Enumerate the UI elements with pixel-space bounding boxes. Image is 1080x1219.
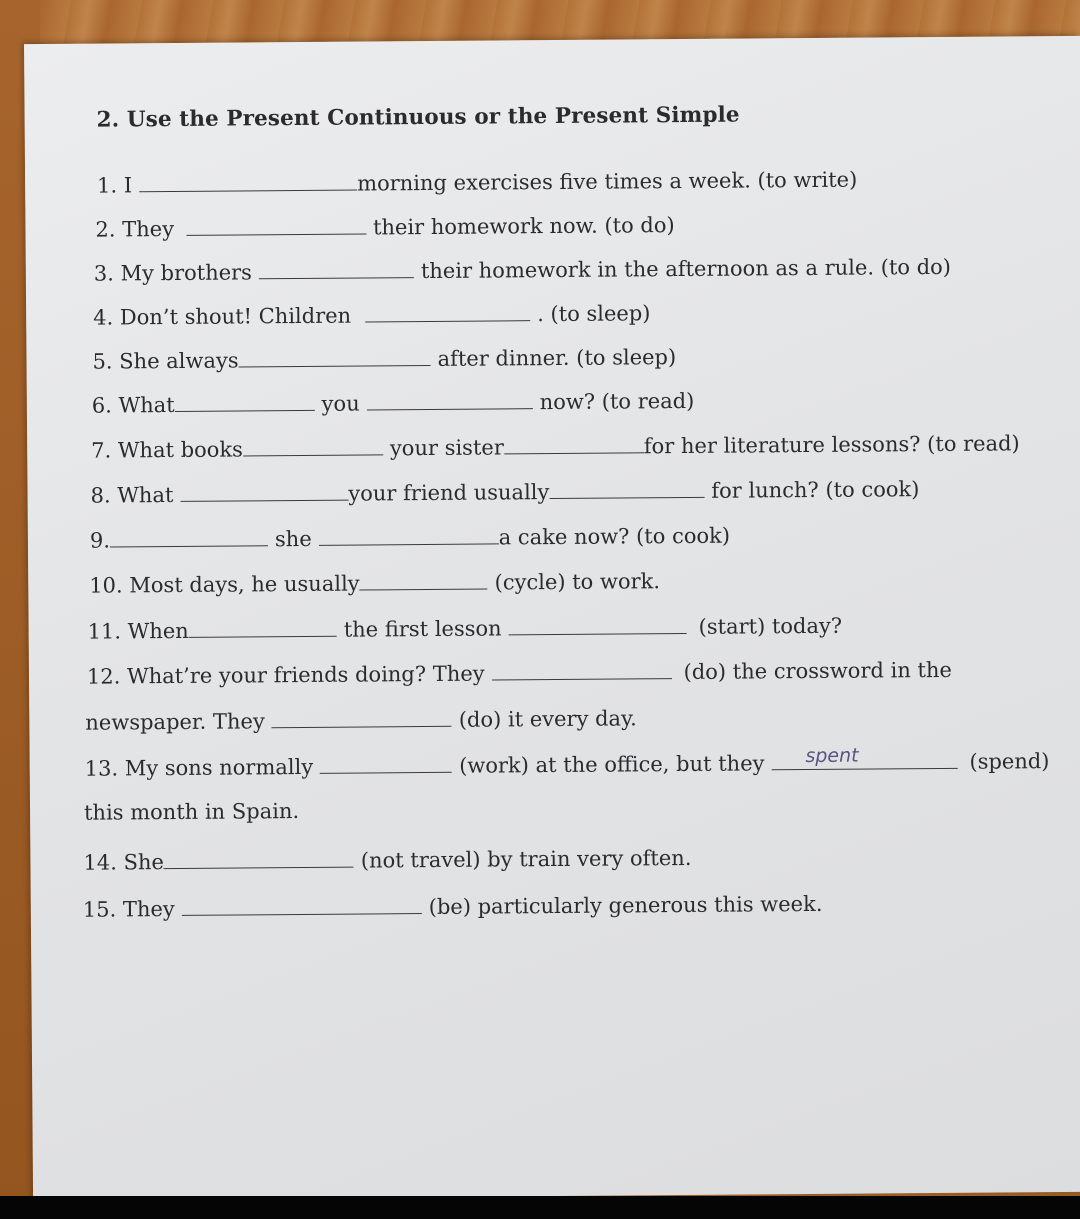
answer-blank[interactable] [549, 477, 704, 499]
answer-blank[interactable] [110, 525, 268, 547]
answer-blank[interactable] [259, 257, 414, 279]
line-text: 3. My brothers [93, 260, 253, 286]
answer-blank[interactable] [164, 847, 354, 869]
line-text: this month in Spain. [83, 799, 300, 825]
worksheet-paper [24, 36, 1080, 1200]
answer-blank[interactable] [186, 213, 366, 235]
exercise-line-13 [84, 744, 1050, 781]
exercise-line-13-continued [84, 799, 299, 825]
line-text: for her literature lessons? (to read) [643, 431, 1020, 459]
line-text: 12. What’re your friends doing? They [86, 661, 485, 689]
line-text: 2. They [95, 216, 175, 242]
answer-blank[interactable] [504, 432, 644, 454]
line-text: the first lesson [343, 616, 502, 642]
exercise-line-4 [93, 299, 650, 329]
answer-blank[interactable] [320, 752, 452, 774]
line-text: for lunch? (to cook) [711, 477, 920, 503]
line-text: 5. She always [92, 348, 239, 374]
line-text: 1. I [97, 173, 133, 198]
line-text: (spend) [969, 749, 1050, 774]
line-text: now? (to read) [539, 388, 695, 415]
line-text: after dinner. (to sleep) [437, 345, 677, 371]
line-text: 13. My sons normally [84, 754, 314, 781]
exercise-line-8 [90, 475, 919, 508]
line-text: 10. Most days, he usually [89, 571, 360, 598]
answer-blank[interactable] [243, 434, 383, 456]
line-text: your friend usually [348, 480, 550, 506]
answer-blank[interactable] [509, 613, 687, 635]
line-text: your sister [389, 435, 504, 461]
exercise-line-12-continued [85, 704, 637, 734]
line-text: newspaper. They [85, 709, 265, 735]
screen-bottom-bar [0, 1196, 1080, 1219]
line-text: 15. They [82, 896, 175, 922]
line-text: a cake now? (to cook) [498, 523, 731, 550]
exercise-title: 2. Use the Present Continuous or the Present Simple [96, 102, 740, 133]
answer-blank[interactable] [367, 388, 533, 410]
exercise-line-14 [83, 844, 691, 875]
line-text: you [321, 391, 360, 416]
answer-blank-filled[interactable] [771, 744, 957, 770]
exercise-line-15 [83, 890, 823, 922]
line-text: 14. She [83, 850, 164, 875]
answer-blank[interactable] [319, 523, 499, 545]
exercise-line-2 [95, 211, 674, 242]
line-text: (be) particularly generous this week. [428, 891, 823, 919]
line-text: their homework now. (to do) [372, 213, 675, 240]
exercise-line-6 [92, 387, 695, 418]
line-text: 9. [89, 528, 111, 553]
answer-blank[interactable] [180, 480, 348, 502]
line-text: 4. Don’t shout! Children [93, 303, 352, 330]
line-text: (cycle) to work. [494, 569, 661, 595]
handwritten-answer: spent [805, 744, 859, 768]
line-text: 8. What [90, 482, 174, 508]
line-text: morning exercises five times a week. (to write) [357, 167, 858, 196]
line-text: (not travel) by train very often. [360, 845, 692, 873]
exercise-line-11 [88, 612, 843, 644]
answer-blank[interactable] [182, 893, 422, 916]
answer-blank[interactable] [359, 569, 487, 591]
line-text: . (to sleep) [537, 301, 651, 327]
exercise-line-1 [97, 166, 857, 198]
answer-blank[interactable] [239, 345, 431, 368]
line-text: 11. When [87, 618, 189, 644]
answer-blank[interactable] [272, 706, 452, 728]
answer-blank[interactable] [365, 300, 530, 322]
answer-blank[interactable] [491, 658, 671, 680]
line-text: (do) the crossword in the [683, 657, 952, 684]
exercise-line-10 [89, 567, 660, 597]
exercise-line-5 [92, 343, 676, 374]
line-text: (work) at the office, but they [459, 751, 765, 778]
line-text: 7. What books [91, 437, 243, 463]
line-text: their homework in the afternoon as a rule. (to do) [420, 254, 952, 284]
line-text: (do) it every day. [458, 706, 637, 732]
exercise-line-12 [87, 656, 952, 689]
answer-blank[interactable] [175, 390, 315, 412]
exercise-line-9 [90, 522, 730, 553]
answer-blank[interactable] [139, 170, 357, 193]
line-text: she [274, 526, 312, 552]
exercise-line-7 [91, 429, 1020, 462]
line-text: (start) today? [698, 613, 843, 639]
exercise-line-3 [94, 253, 951, 286]
answer-blank[interactable] [189, 616, 337, 638]
line-text: 6. What [91, 392, 175, 418]
